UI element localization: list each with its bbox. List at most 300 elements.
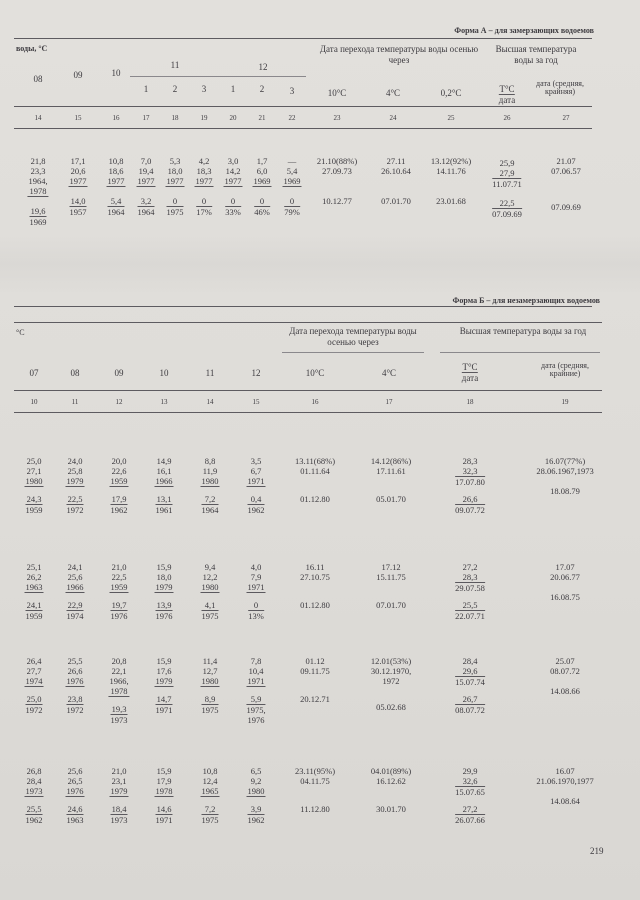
- form-b-month-cell-value: 1959: [110, 582, 128, 592]
- form-b-month-cell: [202, 600, 219, 621]
- form-b-max-date: [550, 686, 580, 696]
- form-a-decade: 3: [201, 84, 207, 94]
- form-b-transition-4: [376, 804, 406, 814]
- form-b-month-cell-value: 8,9: [202, 694, 219, 705]
- form-b-month-cell-value: 1965: [201, 786, 219, 796]
- form-b-transition-10-value: 01.12: [305, 656, 325, 666]
- form-a-month-11: 11: [170, 60, 180, 70]
- form-a-month-cell-value: 1964: [137, 207, 155, 217]
- form-a-max-header: Высшая температура воды за год: [495, 44, 577, 65]
- form-b-month-cell: [26, 694, 43, 715]
- form-b-month-cell-value: 3,9: [248, 804, 265, 815]
- form-b-max-t-sub: дата: [461, 373, 479, 383]
- form-b-max-t-value: 32,6: [455, 776, 485, 787]
- form-b-max-date: [536, 456, 593, 476]
- form-b-month-cell-value: 0: [248, 600, 264, 611]
- form-b-month-cell-value: 1971: [247, 582, 265, 592]
- form-b-month-cell: [248, 494, 265, 515]
- form-b-month-cell-value: 12,7: [202, 666, 218, 676]
- form-b-month-cell-value: 12,2: [202, 572, 218, 582]
- form-b-transition-4-value: 12.01(53%): [370, 656, 412, 666]
- form-a-month-cell: [167, 196, 184, 217]
- form-b-month-cell-value: 27,1: [26, 466, 42, 476]
- col-number: 12: [115, 398, 123, 406]
- form-a-month-cell: [69, 156, 88, 187]
- form-b-month-cell-value: 1980: [25, 476, 43, 486]
- form-a-decade: 1: [143, 84, 149, 94]
- form-b-transition-10: [295, 456, 335, 476]
- form-b-month-cell-value: 1966: [66, 582, 84, 592]
- form-b-month-cell: [247, 656, 266, 687]
- form-a-top-rule: [14, 38, 592, 39]
- form-b-month-cell-value: 14,6: [156, 804, 172, 814]
- form-a-max-t-value: 07.09.69: [492, 209, 522, 219]
- form-b-max-t: Т°С: [462, 362, 478, 372]
- form-a-max-t: [492, 158, 521, 189]
- form-b-month-cell-value: 10,4: [248, 666, 264, 676]
- form-b-month-cell: [67, 694, 84, 715]
- form-b-month-cell-value: 22,5: [111, 572, 127, 582]
- form-a-max-date: [551, 202, 581, 212]
- form-b-month-cell-value: 1974: [25, 676, 43, 686]
- form-a-month-cell-value: 17,1: [70, 156, 86, 166]
- form-a-month-cell-value: 33%: [225, 207, 241, 217]
- form-b-month-cell: [110, 766, 129, 797]
- col-number: 17: [385, 398, 393, 406]
- form-b-month-cell: [201, 656, 220, 687]
- form-b-transition-4: [371, 656, 411, 686]
- form-a-month-cell-value: 1977: [166, 176, 184, 186]
- form-b-month-cell-value: 19,3: [111, 704, 127, 714]
- form-a-month-cell: [138, 196, 155, 217]
- col-number: 27: [562, 114, 570, 122]
- col-number: 19: [561, 398, 569, 406]
- form-b-month-cell: [26, 494, 43, 515]
- form-b-month-cell-value: 15,9: [156, 656, 172, 666]
- form-b-month-cell-value: 1959: [110, 476, 128, 486]
- form-a-month-rule: [130, 76, 306, 77]
- form-b-max-t-value: 27,2: [462, 562, 478, 572]
- form-b-month-cell: [66, 766, 85, 797]
- form-b-month-cell: [156, 494, 173, 515]
- form-b-transition-4: [376, 702, 406, 712]
- form-a-month-09: 09: [73, 70, 83, 80]
- form-b-max-t-value: 26,6: [455, 494, 485, 505]
- form-a-month-cell-value: 1969: [283, 176, 301, 186]
- form-b-month-cell-value: 1972: [66, 705, 84, 715]
- col-number: 19: [200, 114, 208, 122]
- form-b-month-cell: [247, 456, 266, 487]
- form-b-col-numbers: [0, 398, 640, 408]
- form-b-month-cell-value: 7,9: [250, 572, 262, 582]
- form-a-month-cell-value: 14,2: [225, 166, 241, 176]
- form-b-max-date: [550, 656, 580, 676]
- form-b-max-t: [455, 694, 485, 715]
- form-b-month-cell-value: 6,5: [250, 766, 262, 776]
- form-b-month-cell-value: 21,0: [111, 766, 127, 776]
- form-b-top-rule: [14, 322, 602, 323]
- form-b-month-cell: [201, 562, 220, 593]
- form-a-max-t-label: [499, 84, 515, 105]
- form-a-month-cell-value: 0: [167, 196, 184, 207]
- form-b-max-t: [455, 804, 485, 825]
- form-b-month-cell-value: 22,1: [111, 666, 127, 676]
- form-b-month-cell-value: 1974: [66, 611, 84, 621]
- form-b-max-t: [455, 766, 485, 797]
- form-a-max-t-sub: дата: [498, 95, 516, 105]
- form-a-month-cell-value: 1957: [69, 207, 87, 217]
- form-b-transition-10-value: 16.11: [305, 562, 325, 572]
- form-a-month-cell-value: 7,0: [140, 156, 152, 166]
- form-b-month-cell-value: 14,9: [156, 456, 172, 466]
- form-b-month-cell-value: 8,8: [204, 456, 216, 466]
- form-b-month-cell: [247, 766, 266, 797]
- form-b-month-cell: [25, 766, 44, 797]
- form-b-month-cell: [246, 694, 265, 725]
- form-a-month-cell: [108, 196, 125, 217]
- form-a-month-cell-value: 0: [254, 196, 270, 207]
- col-number: 22: [288, 114, 296, 122]
- form-a-month-10: 10: [111, 68, 121, 78]
- form-b-month-cell-value: 22,6: [111, 466, 127, 476]
- form-b-max-date-value: 16.07(77%): [544, 456, 586, 466]
- form-b-month-cell-value: 1979: [66, 476, 84, 486]
- form-b-month-11: 11: [205, 368, 215, 378]
- form-b-month-cell-value: 6,7: [250, 466, 262, 476]
- form-b-month-cell-value: 1975: [201, 611, 219, 621]
- form-a-month-cell-value: 6,0: [256, 166, 268, 176]
- form-b-month-08: 08: [70, 368, 80, 378]
- form-b-month-cell-value: 1972: [66, 505, 84, 515]
- page-shadow: [0, 234, 640, 294]
- form-b-month-cell-value: 1963: [66, 815, 84, 825]
- form-a-month-cell-value: 0: [284, 196, 300, 207]
- form-b-month-cell-value: 1978: [155, 786, 173, 796]
- form-b-month-cell: [156, 694, 173, 715]
- form-b-max-t-label: [462, 362, 478, 383]
- form-a-month-cell-value: 1977: [195, 176, 213, 186]
- form-a-max-t: Т°С: [499, 84, 515, 94]
- form-b-transition-10-value: 27.10.75: [300, 572, 330, 582]
- form-a-month-cell-value: 1964: [107, 207, 125, 217]
- form-b-max-t: [455, 656, 485, 687]
- col-number: 21: [258, 114, 266, 122]
- form-b-max-date-value: 14.08.66: [550, 686, 580, 696]
- form-b-month-cell-value: 1961: [155, 505, 173, 515]
- form-b-month-cell-value: 1979: [155, 676, 173, 686]
- form-a-month-12: 12: [258, 62, 268, 72]
- form-b-title: Форма Б – для незамерзающих водоемов: [452, 296, 600, 305]
- form-b-transition-4-value: 15.11.75: [376, 572, 406, 582]
- form-a-transition-10: [322, 196, 352, 206]
- form-b-month-cell: [202, 694, 219, 715]
- form-a-max-t-value: 25,9: [499, 158, 515, 168]
- form-b-transition-4-value: 05.02.68: [376, 702, 406, 712]
- form-b-month-cell-value: 1966: [155, 476, 173, 486]
- form-a-month-08: 08: [33, 74, 43, 84]
- form-b-max-t-value: 17.07.80: [455, 477, 485, 487]
- form-a-month-cell: [253, 156, 272, 187]
- form-b-transition-10-value: 23.11(95%): [294, 766, 336, 776]
- form-a-decade: 2: [172, 84, 178, 94]
- form-b-max-date-value: 18.08.79: [550, 486, 580, 496]
- form-b-month-cell: [67, 494, 84, 515]
- form-b-month-cell-value: 0,4: [248, 494, 265, 505]
- form-a-decade: 3: [289, 86, 295, 96]
- form-b-month-cell-value: 12,4: [202, 776, 218, 786]
- col-number: 18: [466, 398, 474, 406]
- form-a-transition-4: [381, 156, 411, 176]
- form-a-month-cell: [283, 156, 302, 187]
- form-b-max-t-value: 22.07.71: [455, 611, 485, 621]
- form-b-max-t-value: 32,3: [455, 466, 485, 477]
- form-b-month-cell: [111, 600, 128, 621]
- form-b-max-date-value: 21.06.1970,1977: [536, 776, 594, 786]
- form-b-max-date: [536, 766, 593, 786]
- form-b-month-cell-value: 24,1: [26, 600, 42, 610]
- form-a-month-cell-value: 1975: [166, 207, 184, 217]
- form-b-month-07: 07: [29, 368, 39, 378]
- form-b-month-cell-value: 1975: [201, 815, 219, 825]
- form-b-transition-4-value: 07.01.70: [376, 600, 406, 610]
- col-number: 13: [160, 398, 168, 406]
- form-b-month-cell-value: 7,2: [202, 494, 219, 505]
- form-a-transition-02-value: 13.12(92%): [430, 156, 472, 166]
- form-a-month-cell: [107, 156, 126, 187]
- form-b-max-t-value: 26.07.66: [455, 815, 485, 825]
- form-b-month-09: 09: [114, 368, 124, 378]
- form-a-transition-10-value: 21.10(88%): [316, 156, 358, 166]
- form-a-month-cell-value: 46%: [254, 207, 270, 217]
- form-b-month-cell-value: 24,1: [67, 562, 83, 572]
- form-b-max-t-value: 28,4: [462, 656, 478, 666]
- form-b-month-cell-value: 1963: [25, 582, 43, 592]
- form-b-month-cell: [25, 656, 44, 687]
- form-b-month-10: 10: [159, 368, 169, 378]
- col-number: 16: [311, 398, 319, 406]
- form-a-decade: 2: [259, 84, 265, 94]
- form-b-month-cell-value: 1975: [201, 705, 219, 715]
- form-a-max-date-value: 21.07: [556, 156, 576, 166]
- form-b-month-cell: [110, 456, 129, 487]
- form-b-month-cell-value: 26,4: [26, 656, 42, 666]
- form-a-max-t-value: 22,5: [492, 198, 522, 209]
- form-b-month-cell-value: 17,6: [156, 666, 172, 676]
- form-b-month-cell-value: 17,9: [111, 494, 127, 504]
- form-b-transition-4: [376, 494, 406, 504]
- form-b-month-cell-value: 1972: [25, 705, 43, 715]
- form-b-month-cell-value: 1975, 1976: [246, 705, 266, 725]
- form-b-month-cell-value: 25,6: [67, 766, 83, 776]
- form-b-month-cell-value: 26,8: [26, 766, 42, 776]
- form-b-max-t: [455, 600, 485, 621]
- form-b-trans-rule: [282, 352, 424, 353]
- form-b-max-date-value: 16.07: [555, 766, 575, 776]
- form-a-month-cell-value: 10,8: [108, 156, 124, 166]
- form-b-transition-4-value: 17.12: [381, 562, 401, 572]
- form-a-month-cell-value: 5,4: [108, 196, 125, 207]
- form-a-month-cell-value: 17%: [196, 207, 212, 217]
- form-a-month-cell-value: 1977: [107, 176, 125, 186]
- form-b-body-rule: [14, 412, 602, 413]
- form-b-transition-4-value: 30.01.70: [376, 804, 406, 814]
- form-b-transition-4-value: 17.11.61: [376, 466, 406, 476]
- form-b-max-date-value: 20.06.77: [550, 572, 580, 582]
- form-a-transition-4-value: 26.10.64: [381, 166, 411, 176]
- form-b-max-t-value: 08.07.72: [455, 705, 485, 715]
- form-a-month-cell-value: 1977: [69, 176, 87, 186]
- form-b-month-cell: [201, 766, 220, 797]
- form-a-month-cell-value: 18,6: [108, 166, 124, 176]
- form-b-month-cell-value: 11,9: [202, 466, 218, 476]
- form-a-max-date-value: 07.06.57: [551, 166, 581, 176]
- form-a-month-cell-value: 14,0: [70, 196, 86, 206]
- form-b-month-cell-value: 1971: [155, 705, 173, 715]
- form-b-month-cell-value: 15,9: [156, 766, 172, 776]
- form-a-month-cell: [195, 156, 214, 187]
- form-a-month-cell: [70, 196, 87, 217]
- form-b-month-cell-value: 25,1: [26, 562, 42, 572]
- form-b-month-cell-value: 1973: [25, 786, 43, 796]
- form-a-transition-10-value: 10.12.77: [322, 196, 352, 206]
- form-b-month-cell-value: 25,5: [26, 804, 42, 814]
- form-b-top-rule-a: [14, 306, 592, 307]
- form-b-transition-4-value: 14.12(86%): [370, 456, 412, 466]
- form-b-max-t-value: 15.07.74: [455, 677, 485, 687]
- form-b-transition-10-value: 01.12.80: [300, 600, 330, 610]
- form-b-max-date-label: дата (средняя, крайние): [541, 361, 589, 378]
- form-b-month-cell-value: 1959: [25, 611, 43, 621]
- form-b-max-date-value: 28.06.1967,1973: [536, 466, 594, 476]
- form-b-month-cell: [202, 804, 219, 825]
- form-b-max-t-value: 28,3: [462, 456, 478, 466]
- form-a-body-rule: [14, 128, 592, 129]
- form-a-month-cell-value: 1977: [137, 176, 155, 186]
- form-b-month-cell-value: 27,7: [26, 666, 42, 676]
- col-number: 15: [74, 114, 82, 122]
- form-a-month-cell: [137, 156, 156, 187]
- form-a-month-cell-value: 21,8: [30, 156, 46, 166]
- form-a-month-cell-value: 18,3: [196, 166, 212, 176]
- form-b-month-cell-value: 19,7: [111, 600, 127, 610]
- form-b-transition-10-value: 04.11.75: [300, 776, 330, 786]
- form-b-month-cell-value: 1962: [25, 815, 43, 825]
- form-b-month-cell: [108, 656, 129, 697]
- form-a-month-cell-value: 20,6: [70, 166, 86, 176]
- form-b-max-t: [455, 562, 485, 593]
- col-number: 16: [112, 114, 120, 122]
- form-b-month-cell: [111, 704, 128, 725]
- form-a-month-cell-value: 3,2: [138, 196, 155, 207]
- form-b-max-t-value: 29.07.58: [455, 583, 485, 593]
- form-b-month-cell-value: 1966, 1978: [109, 676, 129, 696]
- form-a-transition-header: Дата перехода температуры воды осенью через: [319, 44, 479, 65]
- form-a-month-cell-value: 3,0: [227, 156, 239, 166]
- form-a-month-cell-value: 1,7: [256, 156, 268, 166]
- col-number: 23: [333, 114, 341, 122]
- form-b-month-cell: [67, 804, 84, 825]
- form-b-month-cell: [66, 562, 85, 593]
- form-a-month-cell-value: 5,3: [169, 156, 181, 166]
- form-b-threshold-10: 10°С: [305, 368, 325, 378]
- form-a-max-t-value: 11.07.71: [492, 179, 522, 189]
- form-a-month-cell-value: 4,2: [198, 156, 210, 166]
- form-b-max-t-value: 09.07.72: [455, 505, 485, 515]
- form-b-transition-10-value: 11.12.80: [300, 804, 330, 814]
- form-b-max-t-value: 25,5: [455, 600, 485, 611]
- form-a-max-date-label: дата (средняя, крайняя): [536, 79, 584, 96]
- form-a-month-cell-value: 1977: [224, 176, 242, 186]
- form-b-month-cell-value: 13,9: [156, 600, 172, 610]
- form-b-max-t: [455, 456, 485, 487]
- form-a-month-cell: [196, 196, 212, 217]
- form-b-transition-header: Дата перехода температуры воды осенью через: [289, 326, 417, 347]
- form-b-month-cell-value: 25,6: [67, 572, 83, 582]
- form-a-col-numbers: [0, 114, 640, 124]
- form-a-transition-02: [431, 156, 471, 176]
- form-b-month-cell: [156, 600, 173, 621]
- form-b-month-cell-value: 1980: [201, 582, 219, 592]
- form-b-month-cell-value: 3,5: [250, 456, 262, 466]
- form-b-max-t-value: 29,6: [455, 666, 485, 677]
- form-a-transition-02-value: 23.01.68: [436, 196, 466, 206]
- form-b-month-cell-value: 14,7: [156, 694, 172, 704]
- form-a-decade: 1: [230, 84, 236, 94]
- form-b-month-cell: [248, 804, 265, 825]
- form-b-month-cell-value: 25,0: [26, 456, 42, 466]
- form-b-month-cell-value: 1976: [110, 611, 128, 621]
- form-b-month-cell-value: 22,5: [67, 494, 83, 504]
- form-b-month-cell: [25, 562, 44, 593]
- form-a-month-cell-value: 1969: [253, 176, 271, 186]
- form-a-month-cell: [166, 156, 185, 187]
- form-b-month-cell: [26, 804, 43, 825]
- form-b-month-cell-value: 1979: [155, 582, 173, 592]
- col-number: 26: [503, 114, 511, 122]
- form-b-month-cell: [155, 456, 174, 487]
- form-b-month-cell-value: 4,1: [202, 600, 219, 611]
- col-number: 11: [71, 398, 79, 406]
- form-b-month-cell-value: 1980: [201, 676, 219, 686]
- form-a-col-label: воды, °С: [16, 44, 48, 53]
- form-a-month-cell-value: —: [287, 156, 297, 166]
- form-a-month-cell-value: 23,3: [30, 166, 46, 176]
- form-b-col-label: °С: [16, 328, 25, 337]
- form-b-month-cell-value: 20,8: [111, 656, 127, 666]
- form-b-month-cell-value: 5,9: [246, 694, 265, 705]
- form-b-month-cell-value: 1976: [66, 676, 84, 686]
- form-b-month-cell-value: 1962: [247, 815, 265, 825]
- form-b-month-cell-value: 1964: [201, 505, 219, 515]
- form-a-transition-4-value: 27.11: [386, 156, 406, 166]
- form-b-month-cell: [26, 600, 43, 621]
- form-b-month-cell-value: 25,8: [67, 466, 83, 476]
- form-b-month-cell-value: 15,9: [156, 562, 172, 572]
- form-b-max-date-value: 25.07: [555, 656, 575, 666]
- form-b-month-cell-value: 1971: [247, 676, 265, 686]
- col-number: 14: [206, 398, 214, 406]
- form-b-transition-4: [376, 562, 405, 582]
- form-a-month-cell-value: 18,0: [167, 166, 183, 176]
- form-b-transition-10: [300, 694, 330, 704]
- form-b-month-cell-value: 25,5: [67, 656, 83, 666]
- form-b-month-cell-value: 9,4: [204, 562, 216, 572]
- form-b-month-cell: [110, 562, 129, 593]
- form-b-max-t-value: 28,3: [455, 572, 485, 583]
- form-b-month-cell: [66, 656, 85, 687]
- form-b-month-cell: [111, 494, 128, 515]
- form-b-header-rule: [14, 390, 602, 391]
